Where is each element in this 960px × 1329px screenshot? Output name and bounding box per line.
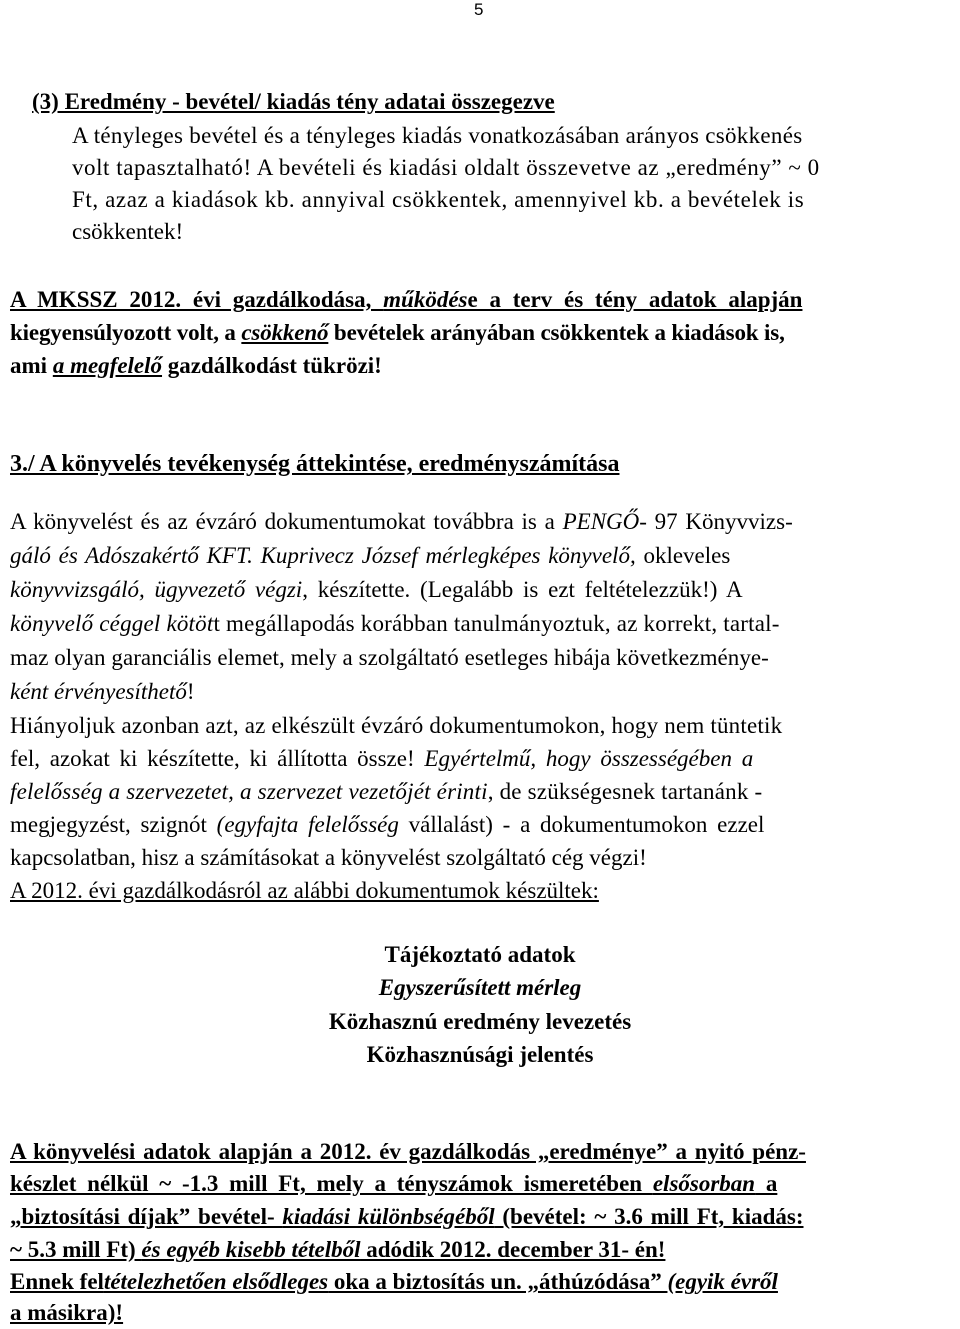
text: „biztosítási díjak” bevétel- [10,1204,283,1229]
conclusion-line-3 [10,1205,804,1228]
chapter3-p2-line-4 [10,813,764,836]
emphasis: (egyik évről [667,1269,778,1294]
conclusion-line-6: a másikra)! [10,1300,124,1325]
mkssz-text: A MKSSZ 2012. évi gazdálkodása, [10,287,384,312]
document-item: Egyszerűsített mérleg [378,975,582,1000]
chapter3-p1-line-4 [10,612,780,635]
result-line-4: csökkentek! [72,219,184,244]
text: készlet nélkül ~ -1.3 mill Ft, mely a tényszámok ismeretében [10,1171,653,1196]
emphasis: ként érvényesíthető [10,679,187,704]
emphasis: könyvvizsgáló, ügyvezető végzi [10,577,303,602]
emphasis: (egyfajta felelősség [216,812,399,837]
emphasis: könyvelő céggel kötöt [10,611,214,636]
text: A könyvelést és az évzáró dokumentumokat továbbra is a [10,509,563,534]
text: oka a biztosítás un. „áthúzódása” [328,1269,668,1294]
mkssz-emphasis: csökkenő [241,320,329,345]
emphasis: Egyértelmű, hogy összességében a [424,746,754,771]
chapter3-p2-line-2 [10,747,753,770]
mkssz-emphasis: a megfelelő [52,353,163,378]
mkssz-text: gazdálkodást tükrözi! [162,353,382,378]
conclusion-line-5 [10,1270,778,1293]
chapter3-p1-line-2 [10,544,730,567]
text: ! [186,679,195,704]
text: megjegyzést, szignót [10,812,217,837]
result-line-3: Ft, azaz a kiadások kb. annyival csökkentek, amennyivel kb. a bevételek is [72,187,805,212]
chapter3-p1-line-3 [10,578,743,601]
mkssz-summary-line-3 [10,354,382,377]
text: (bevétel: ~ 3.6 mill Ft, kiadás: [494,1204,804,1229]
result-line-1: A tényleges bevétel és a tényleges kiadás vonatkozásában arányos csökkenés [72,123,803,148]
company-name: gáló és Adószakértő KFT. Kuprivecz József mérlegképes könyvelő, [10,543,636,568]
mkssz-emphasis: működés [383,287,468,312]
mkssz-text: kiegyensúlyozott volt, a [10,320,242,345]
conclusion-line-1: A könyvelési adatok alapján a 2012. év gazdálkodás „eredménye” a nyitó pénz- [10,1139,806,1164]
result-line-2: volt tapasztalható! A bevételi és kiadási oldalt összevetve az „eredmény” ~ 0 [72,155,820,180]
chapter3-p2-line-5: kapcsolatban, hisz a számításokat a könyvelést szolgáltató cég végzi! [10,845,647,870]
text: okleveles [635,543,731,568]
text: adódik 2012. december 31- én! [360,1237,666,1262]
document-item: Tájékoztató adatok [384,942,576,967]
conclusion-line-2 [10,1172,777,1195]
chapter3-p1-line-5: maz olyan garanciális elemet, mely a szolgáltató esetleges hibája következménye- [10,645,769,670]
chapter3-p2-line-1: Hiányoljuk azonban azt, az elkészült évzáró dokumentumokon, hogy nem tüntetik [10,713,783,738]
chapter-3-heading: 3./ A könyvelés tevékenység áttekintése, eredményszámítása [10,451,620,477]
company-name: PENGŐ [562,509,640,534]
chapter3-p2-line-3 [10,780,762,803]
mkssz-text: bevételek arányában csökkentek a kiadások is, [328,320,785,345]
chapter3-p1-line-6 [10,680,195,703]
section-heading-result: (3) Eredmény - bevétel/ kiadás tény adatai összegezve [32,89,555,114]
text: vállalást) - a dokumentumokon ezzel [398,812,765,837]
text: t megállapodás korábban tanulmányoztuk, az korrekt, tartal- [213,611,780,636]
text: , készítette. (Legalább is ezt feltételezzük!) A [302,577,743,602]
mkssz-text: e a terv és tény adatok alapján [467,287,803,312]
text: , de szükségesnek tartanánk - [487,779,763,804]
emphasis: elsősorban [652,1171,756,1196]
text: Ennek fel [10,1269,104,1294]
text: ~ 5.3 mill Ft) [10,1237,142,1262]
emphasis: kiadási különbségéből [282,1204,495,1229]
conclusion-line-4 [10,1238,665,1261]
emphasis: felelősség a szervezetet, a szervezet vezetőjét érinti [10,779,488,804]
page-number: 5 [474,0,484,19]
mkssz-text: ami [10,353,53,378]
text: - 97 Könyvvizs- [639,509,793,534]
chapter3-p1-line-1 [10,510,793,533]
document-item: Közhasznúsági jelentés [366,1042,594,1067]
text: a [755,1171,778,1196]
mkssz-summary-line-2 [10,321,785,344]
chapter3-documents-intro: A 2012. évi gazdálkodásról az alábbi dokumentumok készültek: [10,878,599,903]
emphasis: és egyéb kisebb tételből [141,1237,361,1262]
emphasis: tételezhetően elsődleges [103,1269,329,1294]
mkssz-summary-line-1 [10,288,802,311]
document-item: Közhasznú eredmény levezetés [328,1009,632,1034]
text: fel, azokat ki készítette, ki állította össze! [10,746,425,771]
